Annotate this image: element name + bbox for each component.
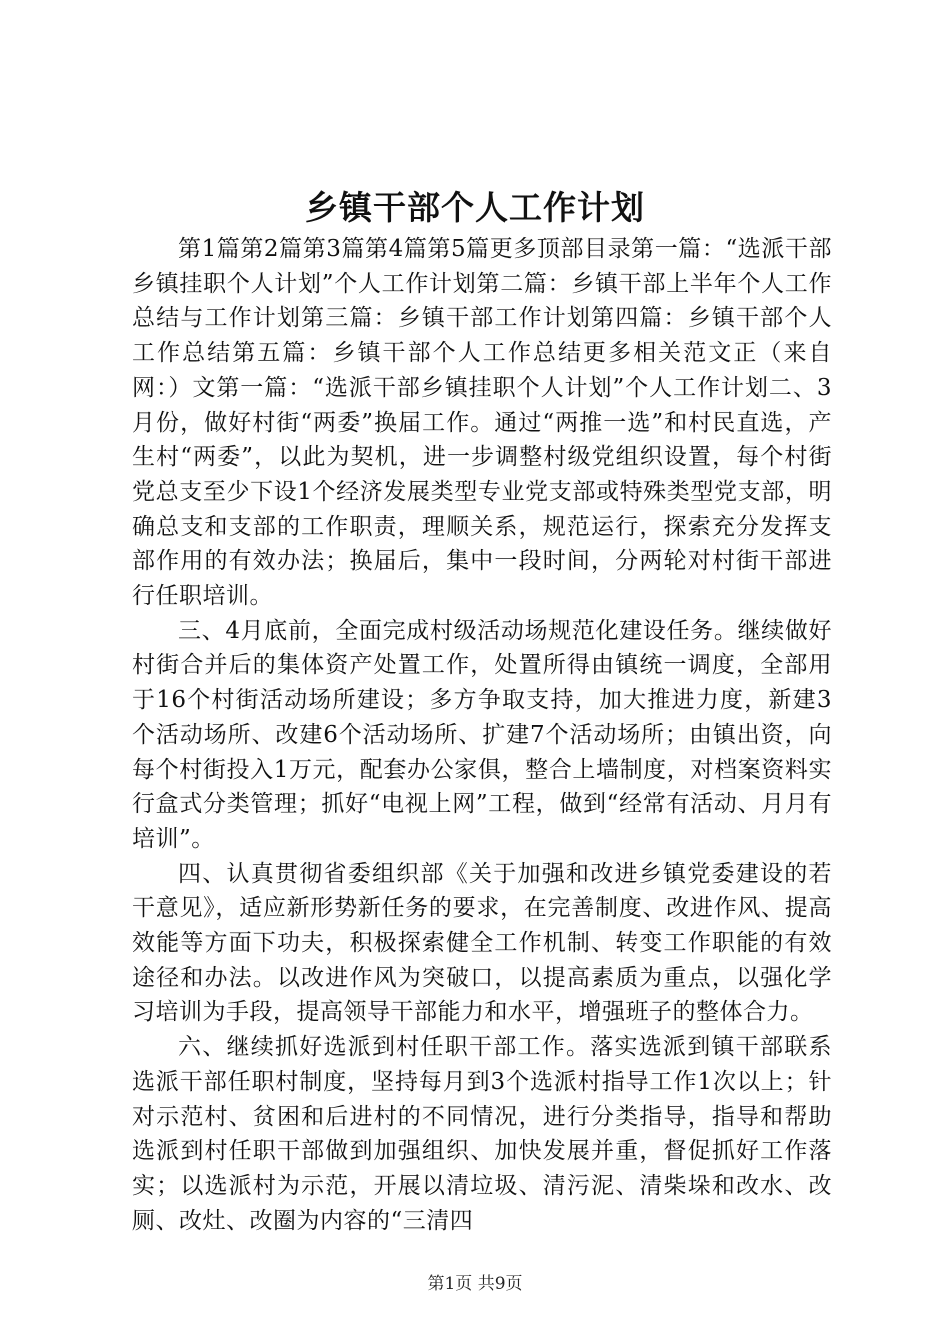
paragraph-3: 四、认真贯彻省委组织部《关于加强和改进乡镇党委建设的若干意见》，适应新形势新任务的要求，在完善制度、改进作风、提高效能等方面下功夫，积极探索健全工作机制、转变工作职能的有效途径和办法。以改进作风为突破口，以提高素质为重点，以强化学习培训为手段，提高领导干部能力和水平，增强班子的整体合力。 <box>132 860 832 1026</box>
page-number-footer: 第1页 共9页 <box>427 1274 523 1294</box>
paragraph-1: 第1篇第2篇第3篇第4篇第5篇更多顶部目录第一篇：“选派干部乡镇挂职个人计划”个人工作计划第二篇：乡镇干部上半年个人工作总结与工作计划第三篇：乡镇干部工作计划第四篇：乡镇干部个人工作总结第五篇：乡镇干部个人工作总结更多相关范文正（来自网：）文第一篇：“选派干部乡镇挂职个人计划”个人工作计划二、3月份，做好村街“两委”换届工作。通过“两推一选”和村民直选，产生村“两委”，以此为契机，进一步调整村级党组织设置，每个村街党总支至少下设1个经济发展类型专业党支部或特殊类型党支部，明确总支和支部的工作职责，理顺关系，规范运行，探索充分发挥支部作用的有效办法；换届后，集中一段时间，分两轮对村街干部进行任职培训。 <box>132 236 832 610</box>
paragraph-4: 六、继续抓好选派到村任职干部工作。落实选派到镇干部联系选派干部任职村制度，坚持每月到3个选派村指导工作1次以上；针对示范村、贫困和后进村的不同情况，进行分类指导，指导和帮助选派到村任职干部做到加强组织、加快发展并重，督促抓好工作落实；以选派村为示范，开展以清垃圾、清污泥、清柴垛和改水、改厕、改灶、改圈为内容的“三清四 <box>132 1034 832 1234</box>
document-body <box>132 232 832 1238</box>
paragraph-2: 三、4月底前，全面完成村级活动场规范化建设任务。继续做好村街合并后的集体资产处置工作，处置所得由镇统一调度，全部用于16个村街活动场所建设；多方争取支持，加大推进力度，新建3个活动场所、改建6个活动场所、扩建7个活动场所；由镇出资，向每个村街投入1万元，配套办公家俱，整合上墙制度，对档案资料实行盒式分类管理；抓好“电视上网”工程，做到“经常有活动、月月有培训”。 <box>132 617 832 852</box>
document-title: 乡镇干部个人工作计划 <box>305 188 645 227</box>
